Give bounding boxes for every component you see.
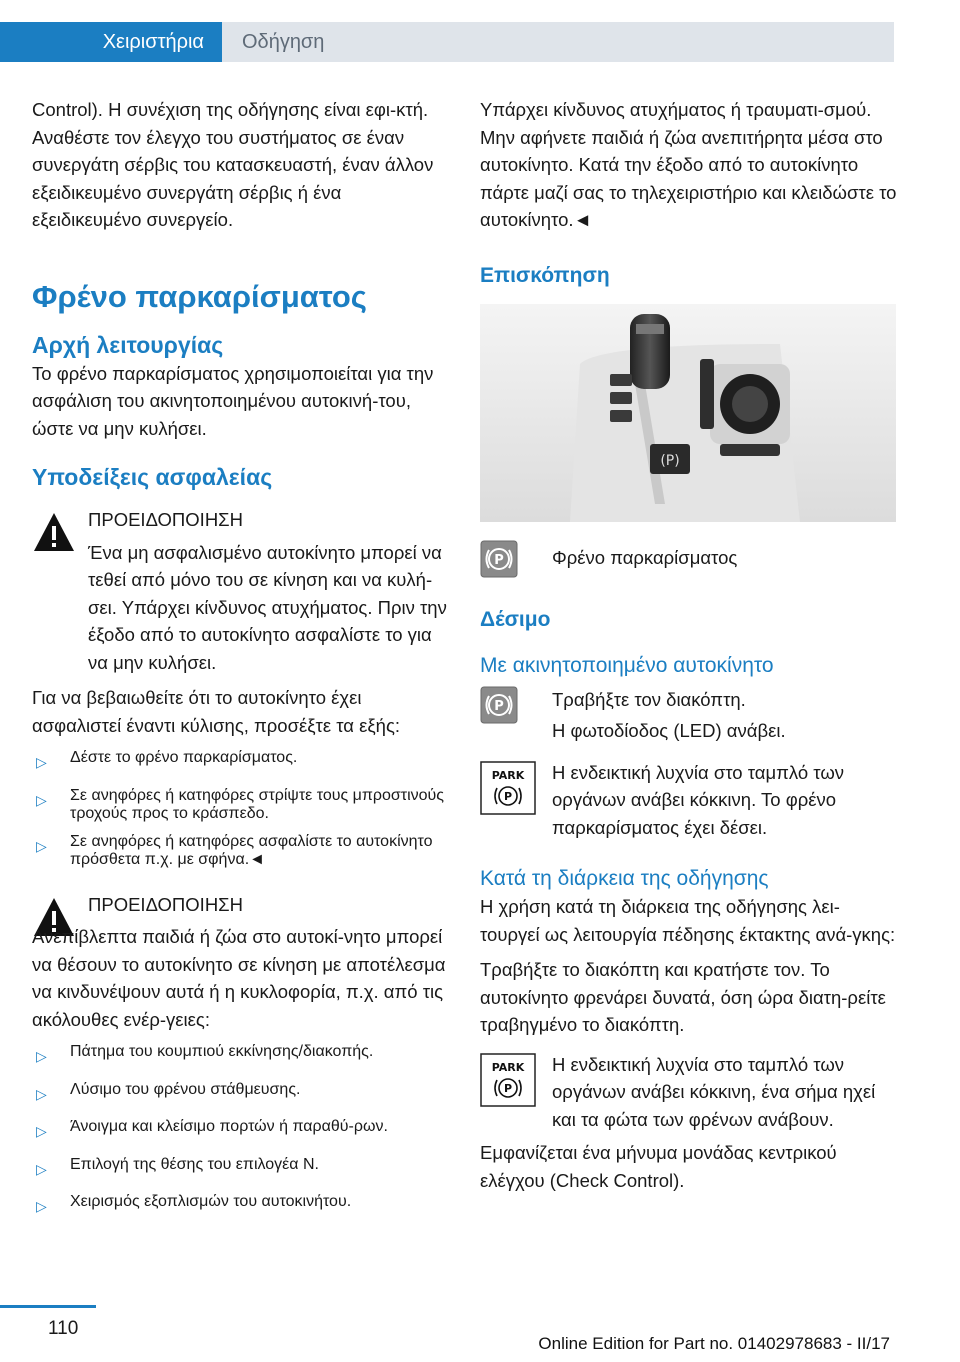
warning-text: Ανεπίβλεπτα παιδιά ή ζώα στο αυτοκί-νητο μπορεί να θέσουν το αυτοκίνητο σε κίνηση με αποτέλεσμα να κινδυνέψουν αυτά ή η κυκλοφορία, π.χ. από τις ακόλουθες ενέρ-γειες: (32, 926, 446, 1030)
list-item: ▷ Σε ανηφόρες ή κατηφόρες στρίψτε τους μπροστινούς τροχούς προς το κράσπεδο. (32, 787, 450, 823)
footer-rule (0, 1305, 96, 1308)
pull-switch-row (480, 686, 898, 745)
center-console-image (480, 304, 896, 522)
indicator-text-2: Η ενδεικτική λυχνία στο ταμπλό των οργάνων ανάβει κόκκινη, ένα σήμα ηχεί και τα φώτα των φρένων ανάβουν. (552, 1053, 876, 1130)
header-bar (0, 0, 960, 62)
bullet-triangle-icon: ▷ (36, 1085, 47, 1102)
precaution-list (32, 749, 450, 869)
list-item: ▷ Σε ανηφόρες ή κατηφόρες ασφαλίστε το αυτοκίνητο πρόσθετα π.χ. με σφήνα.◄ (32, 833, 450, 869)
bullet-triangle-icon: ▷ (36, 837, 47, 854)
warning-triangle-icon (32, 510, 76, 554)
svg-text:PARK: PARK (491, 768, 525, 782)
stationary-heading: Με ακινητοποιημένο αυτοκίνητο (480, 653, 774, 677)
intro-paragraph: Control). Η συνέχιση της οδήγησης είναι εφι-κτή. Αναθέστε τον έλεγχο του συστήματος σε έναν συνεργάτη σέρβις του κατασκευαστή, έναν άλλον εξειδικευμένο συνεργάτη σέρβις ή ένα εξειδικευμένο συνεργείο. (32, 99, 434, 230)
list-item: ▷ Δέστε το φρένο παρκαρίσματος. (32, 749, 450, 777)
center-console-photo (480, 304, 896, 522)
principle-text: Το φρένο παρκαρίσματος χρησιμοποιείται για την ασφάλιση του ακινητοποιημένου αυτοκινή-του, ώστε να μην κυλήσει. (32, 362, 434, 439)
driving-text-2: Τραβήξτε το διακόπτη και κρατήστε τον. Το αυτοκίνητο φρενάρει δυνατά, όση ώρα διατη-ρείτε τραβηγμένο το διακόπτη. (480, 959, 886, 1035)
svg-text:P: P (503, 1081, 513, 1095)
check-control-text: Εμφανίζεται ένα μήνυμα μονάδας κεντρικού ελέγχου (Check Control). (480, 1142, 837, 1191)
warning-title: ΠΡΟΕΙΔΟΠΟΙΗΣΗ (88, 893, 243, 915)
driving-text: Η χρήση κατά τη διάρκεια της οδήγησης λει-τουργεί ως λειτουργία πέδησης έκτακτης ανά-γκης: (480, 896, 896, 945)
indicator-text-1: Η ενδεικτική λυχνία στο ταμπλό των οργάνων ανάβει κόκκινη. Το φρένο παρκαρίσματος έχει δέσει. (552, 761, 845, 838)
list-item: ▷ Άνοιγμα και κλείσιμο πορτών ή παραθύ-ρων. (32, 1118, 450, 1146)
section-title: Φρένο παρκαρίσματος (32, 278, 367, 314)
bullet-triangle-icon: ▷ (36, 1123, 47, 1139)
list-item: ▷ Χειρισμός εξοπλισμών του αυτοκινήτου. (32, 1193, 450, 1221)
svg-text:P: P (494, 698, 504, 714)
svg-text:P: P (494, 552, 504, 568)
edition-text: Online Edition for Part no. 01402978683 - II/17 (538, 1334, 890, 1353)
list-item: ▷ Πάτημα του κουμπιού εκκίνησης/διακοπής. (32, 1043, 450, 1071)
warning-title: ΠΡΟΕΙΔΟΠΟΙΗΣΗ (88, 509, 243, 530)
warning-text-2: Για να βεβαιωθείτε ότι το αυτοκίνητο έχει ασφαλιστεί έναντι κύλισης, προσέξτε τα εξής: (32, 687, 400, 736)
park-indicator-icon (480, 1051, 538, 1109)
bullet-triangle-icon: ▷ (36, 1160, 47, 1177)
tab-controls[interactable]: Χειριστήρια (0, 22, 222, 62)
page-number: 110 (48, 1318, 79, 1339)
pull-switch-text: Τραβήξτε τον διακόπτη. (552, 688, 746, 710)
list-item: ▷ Επιλογή της θέσης του επιλογέα N. (32, 1156, 450, 1184)
bullet-triangle-icon: ▷ (36, 754, 47, 770)
indicator-row-2 (480, 1051, 898, 1134)
warning-block-1 (32, 506, 450, 676)
svg-text:(P): (P) (660, 452, 680, 469)
bullet-triangle-icon: ▷ (36, 1048, 47, 1064)
parking-brake-button-icon (480, 540, 538, 584)
parking-brake-button-icon (480, 686, 538, 730)
overview-heading: Επισκόπηση (480, 263, 610, 287)
right-column (480, 96, 898, 1194)
tab-driving[interactable]: Οδήγηση (222, 22, 894, 62)
safety-heading: Υποδείξεις ασφαλείας (32, 464, 273, 490)
bullet-triangle-icon: ▷ (36, 1198, 47, 1214)
park-indicator-icon (480, 759, 538, 817)
principle-heading: Αρχή λειτουργίας (32, 331, 224, 358)
bullet-triangle-icon: ▷ (36, 791, 47, 808)
led-text: Η φωτοδίοδος (LED) ανάβει. (552, 720, 786, 741)
left-column (32, 96, 450, 1221)
svg-text:P: P (503, 789, 513, 803)
svg-text:PARK: PARK (491, 1060, 525, 1074)
actions-list (32, 1043, 450, 1221)
driving-heading: Κατά τη διάρκεια της οδήγησης (480, 867, 769, 890)
intro-paragraph: Υπάρχει κίνδυνος ατυχήματος ή τραυματι-σμού. Μην αφήνετε παιδιά ή ζώα ανεπιτήρητα μέσα στο αυτοκίνητο. Κατά την έξοδο από το αυτοκίνητο πάρτε μαζί σας το τηλεχειριστήριο και κλειδώστε το αυτοκίνητο.◄ (480, 99, 897, 230)
indicator-row-1 (480, 759, 898, 842)
warning-text: Ένα μη ασφαλισμένο αυτοκίνητο μπορεί να τεθεί από μόνο του σε κίνηση και να κυλή-σει. Υπάρχει κίνδυνος ατυχήματος. Πριν την έξοδο από το αυτοκίνητο ασφαλίστε το για να μην κυλήσει. (88, 541, 447, 673)
engage-heading: Δέσιμο (480, 607, 551, 631)
warning-block-2 (32, 891, 450, 1034)
list-item: ▷ Λύσιμο του φρένου στάθμευσης. (32, 1081, 450, 1109)
caption-row (480, 540, 898, 584)
photo-caption: Φρένο παρκαρίσματος (552, 546, 738, 568)
